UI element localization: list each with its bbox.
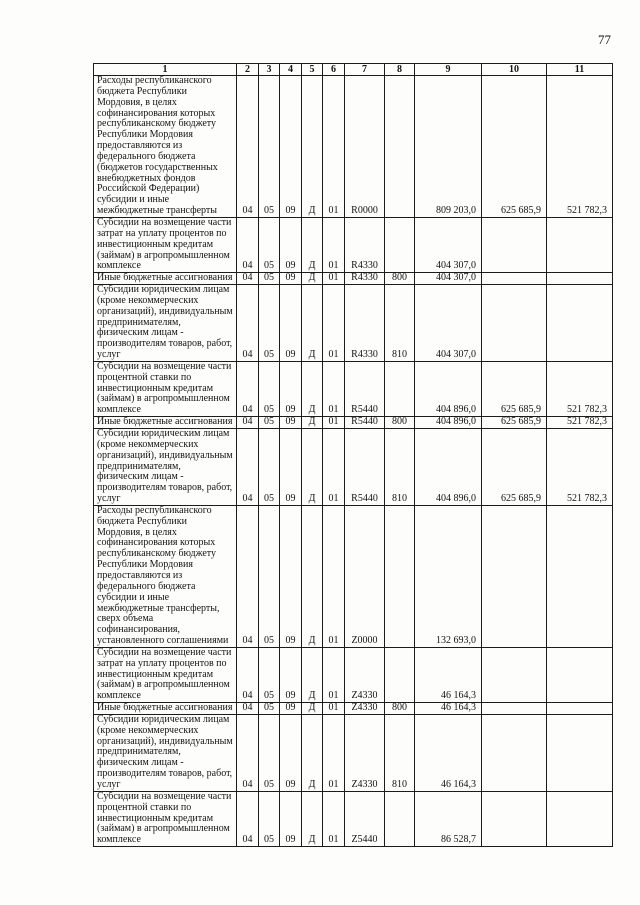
code-3-cell: 09 <box>280 703 302 715</box>
column-number-header-5: 5 <box>302 64 323 76</box>
amount-col9-cell: 46 164,3 <box>415 714 482 791</box>
code-4-cell: Д <box>302 417 323 429</box>
code-2-cell: 05 <box>259 217 280 272</box>
code-3-cell: 09 <box>280 361 302 416</box>
code-4-cell: Д <box>302 505 323 647</box>
code-5-cell: 01 <box>323 703 345 715</box>
amount-col9-cell: 86 528,7 <box>415 791 482 846</box>
amount-col10-cell: 625 685,9 <box>482 417 547 429</box>
table-row <box>94 429 613 506</box>
expense-type-cell <box>385 647 415 702</box>
code-5-cell: 01 <box>323 417 345 429</box>
code-3-cell: 09 <box>280 76 302 218</box>
description-cell: Субсидии юридическим лицам (кроме некоммерческих организаций), индивидуальным предпринимателям, физическим лицам - производителям товаров, работ, услуг <box>94 285 237 362</box>
column-number-header-6: 6 <box>323 64 345 76</box>
column-number-header-9: 9 <box>415 64 482 76</box>
amount-col11-cell: 521 782,3 <box>547 361 613 416</box>
code-4-cell: Д <box>302 217 323 272</box>
code-2-cell: 05 <box>259 791 280 846</box>
code-5-cell: 01 <box>323 647 345 702</box>
code-3-cell: 09 <box>280 417 302 429</box>
column-number-header-3: 3 <box>259 64 280 76</box>
description-cell: Субсидии на возмещение части процентной ставки по инвестиционным кредитам (займам) в агропромышленном комплексе <box>94 791 237 846</box>
code-4-cell: Д <box>302 647 323 702</box>
amount-col9-cell: 404 307,0 <box>415 273 482 285</box>
amount-col10-cell <box>482 505 547 647</box>
code-1-cell: 04 <box>237 647 259 702</box>
target-code-cell: Z4330 <box>345 703 385 715</box>
description-cell: Субсидии юридическим лицам (кроме некоммерческих организаций), индивидуальным предпринимателям, физическим лицам - производителям товаров, работ, услуг <box>94 714 237 791</box>
amount-col10-cell <box>482 791 547 846</box>
amount-col10-cell <box>482 273 547 285</box>
amount-col9-cell: 809 203,0 <box>415 76 482 218</box>
code-3-cell: 09 <box>280 791 302 846</box>
column-number-header-2: 2 <box>237 64 259 76</box>
code-4-cell: Д <box>302 361 323 416</box>
expense-type-cell <box>385 791 415 846</box>
code-4-cell: Д <box>302 429 323 506</box>
column-number-header-4: 4 <box>280 64 302 76</box>
amount-col10-cell: 625 685,9 <box>482 429 547 506</box>
column-number-header-1: 1 <box>94 64 237 76</box>
amount-col11-cell <box>547 505 613 647</box>
description-cell: Иные бюджетные ассигнования <box>94 273 237 285</box>
expense-type-cell: 810 <box>385 714 415 791</box>
amount-col10-cell <box>482 703 547 715</box>
code-3-cell: 09 <box>280 714 302 791</box>
amount-col9-cell: 404 307,0 <box>415 285 482 362</box>
code-4-cell: Д <box>302 76 323 218</box>
code-2-cell: 05 <box>259 285 280 362</box>
table-row <box>94 417 613 429</box>
code-2-cell: 05 <box>259 273 280 285</box>
table-row <box>94 791 613 846</box>
code-1-cell: 04 <box>237 76 259 218</box>
target-code-cell: R5440 <box>345 361 385 416</box>
amount-col9-cell: 404 896,0 <box>415 429 482 506</box>
column-number-header-11: 11 <box>547 64 613 76</box>
description-cell: Расходы республиканского бюджета Республики Мордовия, в целях софинансирования которых республиканскому бюджету Республики Мордовия предоставляются из федерального бюджета субсидии и иные межбюджетные трансферты, сверх объема софинансирования, установленного соглашениями <box>94 505 237 647</box>
amount-col10-cell <box>482 285 547 362</box>
description-cell: Иные бюджетные ассигнования <box>94 703 237 715</box>
amount-col11-cell <box>547 791 613 846</box>
amount-col9-cell: 404 307,0 <box>415 217 482 272</box>
code-5-cell: 01 <box>323 217 345 272</box>
description-cell: Иные бюджетные ассигнования <box>94 417 237 429</box>
table-row <box>94 714 613 791</box>
code-2-cell: 05 <box>259 703 280 715</box>
target-code-cell: Z4330 <box>345 714 385 791</box>
code-1-cell: 04 <box>237 417 259 429</box>
expense-type-cell <box>385 505 415 647</box>
description-cell: Субсидии на возмещение части процентной ставки по инвестиционным кредитам (займам) в агропромышленном комплексе <box>94 361 237 416</box>
amount-col11-cell: 521 782,3 <box>547 76 613 218</box>
code-1-cell: 04 <box>237 217 259 272</box>
code-1-cell: 04 <box>237 791 259 846</box>
amount-col11-cell <box>547 714 613 791</box>
column-number-header-7: 7 <box>345 64 385 76</box>
code-3-cell: 09 <box>280 647 302 702</box>
amount-col10-cell <box>482 217 547 272</box>
code-5-cell: 01 <box>323 361 345 416</box>
table-row <box>94 647 613 702</box>
expense-type-cell <box>385 217 415 272</box>
code-2-cell: 05 <box>259 76 280 218</box>
amount-col11-cell <box>547 647 613 702</box>
amount-col11-cell <box>547 273 613 285</box>
code-1-cell: 04 <box>237 703 259 715</box>
amount-col9-cell: 46 164,3 <box>415 703 482 715</box>
code-4-cell: Д <box>302 791 323 846</box>
code-4-cell: Д <box>302 273 323 285</box>
code-2-cell: 05 <box>259 361 280 416</box>
description-cell: Субсидии юридическим лицам (кроме некоммерческих организаций), индивидуальным предпринимателям, физическим лицам - производителям товаров, работ, услуг <box>94 429 237 506</box>
amount-col10-cell: 625 685,9 <box>482 76 547 218</box>
amount-col11-cell <box>547 285 613 362</box>
column-number-header-10: 10 <box>482 64 547 76</box>
table-body <box>94 76 613 847</box>
code-2-cell: 05 <box>259 505 280 647</box>
budget-table <box>93 63 613 847</box>
header-row <box>94 64 613 76</box>
amount-col9-cell: 404 896,0 <box>415 417 482 429</box>
expense-type-cell: 800 <box>385 703 415 715</box>
expense-type-cell: 810 <box>385 429 415 506</box>
description-cell: Субсидии на возмещение части затрат на уплату процентов по инвестиционным кредитам (займам) в агропромышленном комплексе <box>94 217 237 272</box>
expense-type-cell <box>385 76 415 218</box>
target-code-cell: Z4330 <box>345 647 385 702</box>
code-5-cell: 01 <box>323 285 345 362</box>
code-3-cell: 09 <box>280 429 302 506</box>
amount-col9-cell: 46 164,3 <box>415 647 482 702</box>
table-row <box>94 361 613 416</box>
target-code-cell: R5440 <box>345 429 385 506</box>
expense-type-cell: 800 <box>385 417 415 429</box>
expense-type-cell <box>385 361 415 416</box>
code-3-cell: 09 <box>280 505 302 647</box>
code-4-cell: Д <box>302 703 323 715</box>
code-2-cell: 05 <box>259 429 280 506</box>
code-3-cell: 09 <box>280 273 302 285</box>
page-number: 77 <box>598 32 611 47</box>
code-5-cell: 01 <box>323 505 345 647</box>
expense-type-cell: 810 <box>385 285 415 362</box>
table-row <box>94 76 613 218</box>
description-cell: Субсидии на возмещение части затрат на уплату процентов по инвестиционным кредитам (займам) в агропромышленном комплексе <box>94 647 237 702</box>
target-code-cell: Z5440 <box>345 791 385 846</box>
code-2-cell: 05 <box>259 647 280 702</box>
code-5-cell: 01 <box>323 429 345 506</box>
amount-col9-cell: 404 896,0 <box>415 361 482 416</box>
table-row <box>94 703 613 715</box>
target-code-cell: R4330 <box>345 285 385 362</box>
target-code-cell: R0000 <box>345 76 385 218</box>
amount-col11-cell <box>547 703 613 715</box>
code-5-cell: 01 <box>323 273 345 285</box>
code-1-cell: 04 <box>237 429 259 506</box>
description-cell: Расходы республиканского бюджета Республики Мордовия, в целях софинансирования которых республиканскому бюджету Республики Мордовия предоставляются из федерального бюджета (бюджетов государственных внебюджетных фондов Российской Федерации) субсидии и иные межбюджетные трансферты <box>94 76 237 218</box>
code-1-cell: 04 <box>237 714 259 791</box>
expense-type-cell: 800 <box>385 273 415 285</box>
target-code-cell: R4330 <box>345 273 385 285</box>
table-row <box>94 273 613 285</box>
amount-col9-cell: 132 693,0 <box>415 505 482 647</box>
amount-col11-cell <box>547 217 613 272</box>
target-code-cell: R4330 <box>345 217 385 272</box>
code-3-cell: 09 <box>280 217 302 272</box>
target-code-cell: R5440 <box>345 417 385 429</box>
code-5-cell: 01 <box>323 791 345 846</box>
code-1-cell: 04 <box>237 285 259 362</box>
table-row <box>94 285 613 362</box>
code-5-cell: 01 <box>323 76 345 218</box>
table-row <box>94 505 613 647</box>
code-1-cell: 04 <box>237 505 259 647</box>
target-code-cell: Z0000 <box>345 505 385 647</box>
code-4-cell: Д <box>302 714 323 791</box>
code-1-cell: 04 <box>237 273 259 285</box>
code-2-cell: 05 <box>259 417 280 429</box>
table-row <box>94 217 613 272</box>
code-2-cell: 05 <box>259 714 280 791</box>
amount-col10-cell: 625 685,9 <box>482 361 547 416</box>
code-4-cell: Д <box>302 285 323 362</box>
amount-col10-cell <box>482 647 547 702</box>
column-number-header-8: 8 <box>385 64 415 76</box>
code-3-cell: 09 <box>280 285 302 362</box>
code-1-cell: 04 <box>237 361 259 416</box>
amount-col11-cell: 521 782,3 <box>547 429 613 506</box>
code-5-cell: 01 <box>323 714 345 791</box>
amount-col11-cell: 521 782,3 <box>547 417 613 429</box>
amount-col10-cell <box>482 714 547 791</box>
